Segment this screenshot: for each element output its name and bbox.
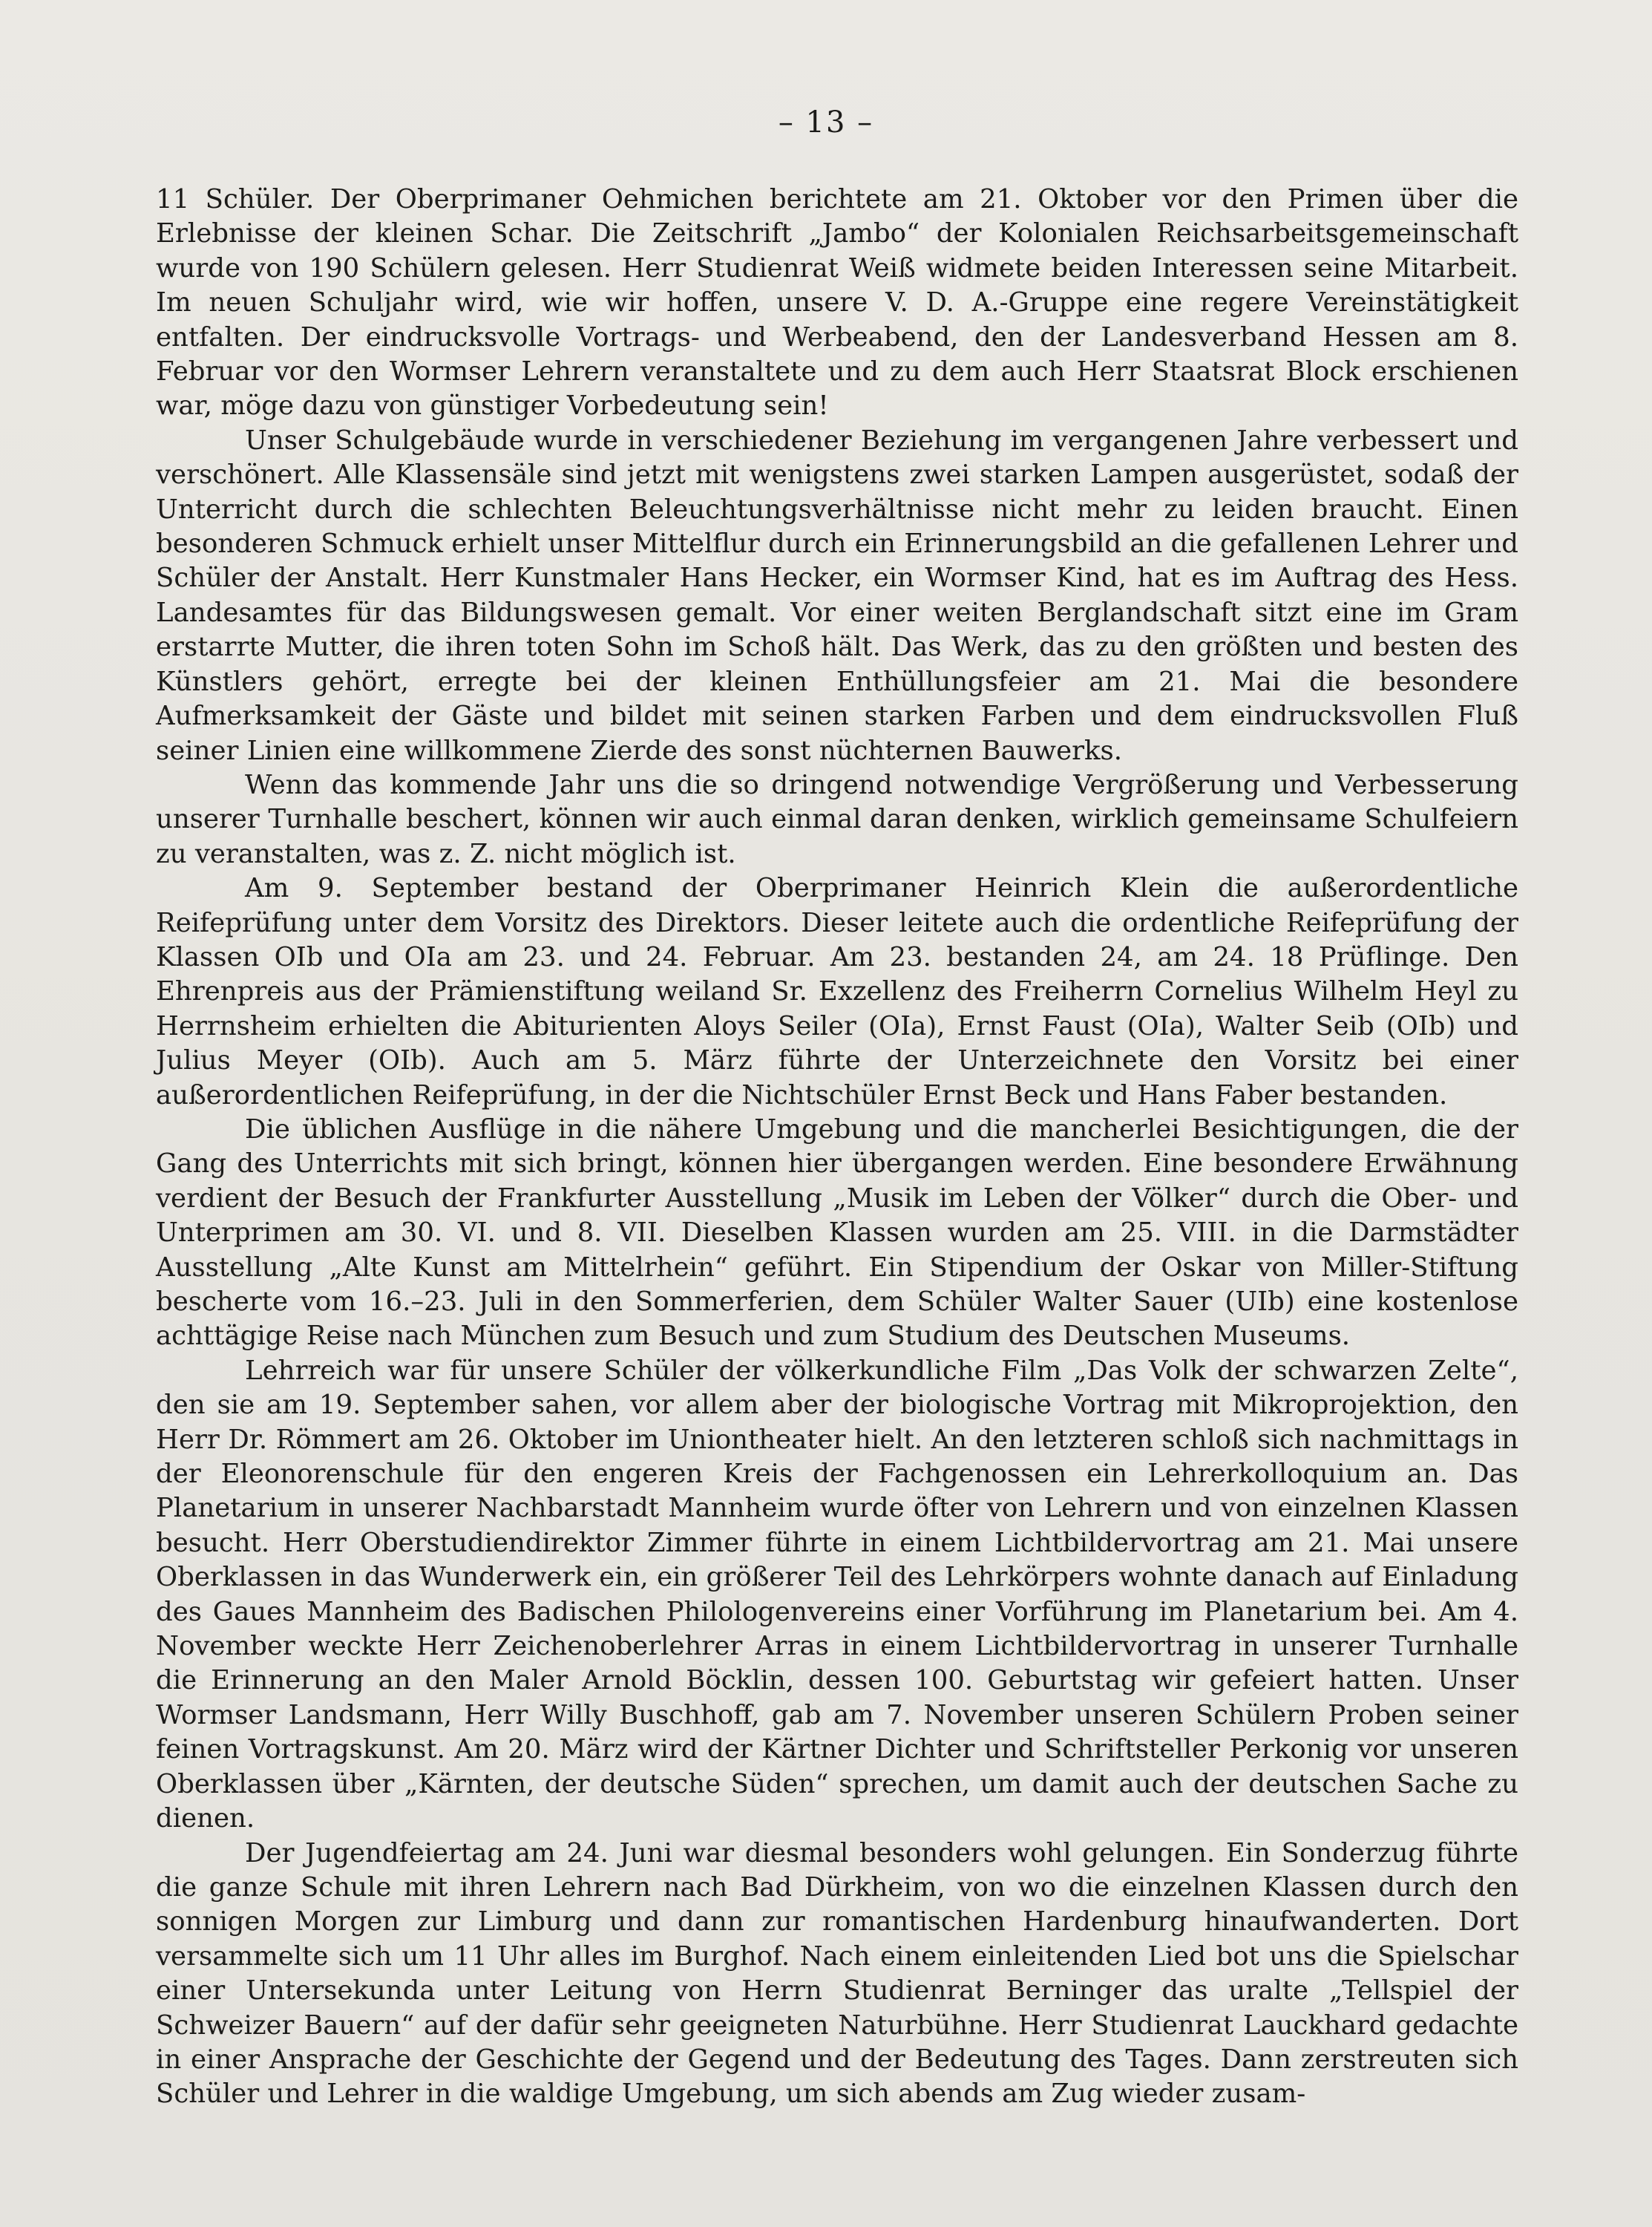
- paragraph-1: 11 Schüler. Der Oberprimaner Oehmichen berichtete am 21. Oktober vor den Primen über die Erlebnisse der kleinen Schar. Die Zeitschrift „Jambo“ der Kolonialen Reichsarbeitsgemeinschaft wurde von 190 Schülern gelesen. Herr Studienrat Weiß widmete beiden Interessen seine Mitarbeit. Im neuen Schuljahr wird, wie wir hoffen, unsere V. D. A.-Gruppe eine regere Vereinstätigkeit entfalten. Der eindrucksvolle Vortrags- und Werbeabend, den der Landesverband Hessen am 8. Februar vor den Wormser Lehrern veranstaltete und zu dem auch Herr Staatsrat Block erschienen war, möge dazu von günstiger Vorbedeutung sein!: [156, 184, 1518, 422]
- paragraph-2: Unser Schulgebäude wurde in verschiedener Beziehung im vergangenen Jahre verbessert und verschönert. Alle Klassensäle sind jetzt mit wenigstens zwei starken Lampen ausgerüstet, sodaß der Unterricht durch die schlechten Beleuchtungsverhältnisse nicht mehr zu leiden braucht. Einen besonderen Schmuck erhielt unser Mittelflur durch ein Erinnerungsbild an die gefallenen Lehrer und Schüler der Anstalt. Herr Kunstmaler Hans Hecker, ein Wormser Kind, hat es im Auftrag des Hess. Landesamtes für das Bildungswesen gemalt. Vor einer weiten Berglandschaft sitzt eine im Gram erstarrte Mutter, die ihren toten Sohn im Schoß hält. Das Werk, das zu den größten und besten des Künstlers gehört, erregte bei der kleinen Enthüllungsfeier am 21. Mai die besondere Aufmerksamkeit der Gäste und bildet mit seinen starken Farben und dem eindrucksvollen Fluß seiner Linien eine willkommene Zierde des sonst nüchternen Bauwerks.: [156, 425, 1518, 766]
- page-number: – 13 –: [778, 105, 874, 140]
- paragraph-3: Wenn das kommende Jahr uns die so dringend notwendige Vergrößerung und Verbesserung unserer Turnhalle beschert, können wir auch einmal daran denken, wirklich gemeinsame Schulfeiern zu veranstalten, was z. Z. nicht möglich ist.: [156, 769, 1518, 869]
- paragraph-7: Der Jugendfeiertag am 24. Juni war diesmal besonders wohl gelungen. Ein Sonderzug führte die ganze Schule mit ihren Lehrern nach Bad Dürkheim, von wo die einzelnen Klassen durch den sonnigen Morgen zur Limburg und dann zur romantischen Hardenburg hinaufwanderten. Dort versammelte sich um 11 Uhr alles im Burghof. Nach einem einleitenden Lied bot uns die Spielschar einer Untersekunda unter Leitung von Herrn Studienrat Berninger das uralte „Tellspiel der Schweizer Bauern“ auf der dafür sehr geeigneten Naturbühne. Herr Studienrat Lauckhard gedachte in einer Ansprache der Geschichte der Gegend und der Bedeutung des Tages. Dann zerstreuten sich Schüler und Lehrer in die waldige Umgebung, um sich abends am Zug wieder zusam-: [156, 1837, 1518, 2110]
- body-text: [156, 183, 1518, 2112]
- paragraph-5: Die üblichen Ausflüge in die nähere Umgebung und die mancherlei Besichtigungen, die der Gang des Unterrichts mit sich bringt, können hier übergangen werden. Eine besondere Erwähnung verdient der Besuch der Frankfurter Ausstellung „Musik im Leben der Völker“ durch die Ober- und Unterprimen am 30. VI. und 8. VII. Dieselben Klassen wurden am 25. VIII. in die Darmstädter Ausstellung „Alte Kunst am Mittelrhein“ geführt. Ein Stipendium der Oskar von Miller-Stiftung bescherte vom 16.–23. Juli in den Sommerferien, dem Schüler Walter Sauer (UIb) eine kostenlose achttägige Reise nach München zum Besuch und zum Studium des Deutschen Museums.: [156, 1114, 1518, 1352]
- paragraph-4: Am 9. September bestand der Oberprimaner Heinrich Klein die außerordentliche Reifeprüfung unter dem Vorsitz des Direktors. Dieser leitete auch die ordentliche Reifeprüfung der Klassen OIb und OIa am 23. und 24. Februar. Am 23. bestanden 24, am 24. 18 Prüflinge. Den Ehrenpreis aus der Prämienstiftung weiland Sr. Exzellenz des Freiherrn Cornelius Wilhelm Heyl zu Herrnsheim erhielten die Abiturienten Aloys Seiler (OIa), Ernst Faust (OIa), Walter Seib (OIb) und Julius Meyer (OIb). Auch am 5. März führte der Unterzeichnete den Vorsitz bei einer außerordentlichen Reifeprüfung, in der die Nichtschüler Ernst Beck und Hans Faber bestanden.: [156, 873, 1518, 1111]
- paragraph-6: Lehrreich war für unsere Schüler der völkerkundliche Film „Das Volk der schwarzen Zelte“, den sie am 19. September sahen, vor allem aber der biologische Vortrag mit Mikroprojektion, den Herr Dr. Römmert am 26. Oktober im Uniontheater hielt. An den letzteren schloß sich nachmittags in der Eleonorenschule für den engeren Kreis der Fachgenossen ein Lehrerkolloquium an. Das Planetarium in unserer Nachbarstadt Mannheim wurde öfter von Lehrern und von einzelnen Klassen besucht. Herr Oberstudiendirektor Zimmer führte in einem Lichtbildervortrag am 21. Mai unsere Oberklassen in das Wunderwerk ein, ein größerer Teil des Lehrkörpers wohnte danach auf Einladung des Gaues Mannheim des Badischen Philologenvereins einer Vorführung im Planetarium bei. Am 4. November weckte Herr Zeichenoberlehrer Arras in einem Lichtbildervortrag in unserer Turnhalle die Erinnerung an den Maler Arnold Böcklin, dessen 100. Geburtstag wir gefeiert hatten. Unser Wormser Landsmann, Herr Willy Buschhoff, gab am 7. November unseren Schülern Proben seiner feinen Vortragskunst. Am 20. März wird der Kärtner Dichter und Schriftsteller Perkonig vor unseren Oberklassen über „Kärnten, der deutsche Süden“ sprechen, um damit auch der deutschen Sache zu dienen.: [156, 1355, 1518, 1834]
